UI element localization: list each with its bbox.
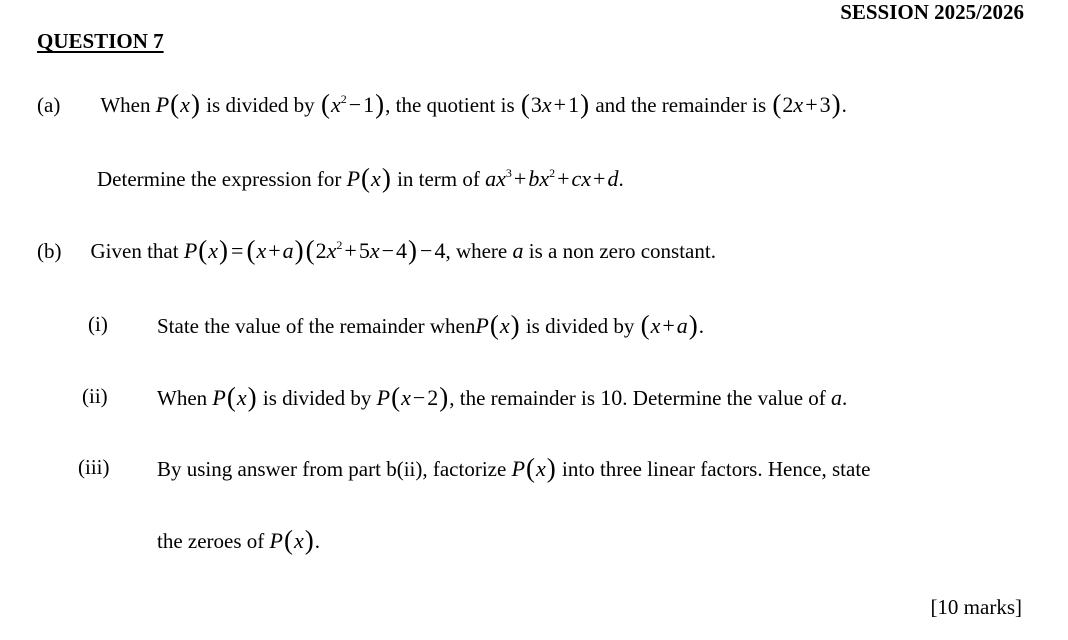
math-p-of-x: P(x) (346, 163, 391, 193)
part-b-ii-text-3: , the remainder is (449, 386, 596, 410)
part-a-line2-text-2: in term of (397, 167, 480, 191)
part-b-i-line (157, 311, 704, 339)
part-a-line-2 (97, 164, 624, 195)
part-a-label: (a) (37, 93, 61, 117)
part-b-i-text-2: is divided by (525, 314, 635, 338)
math-p-of-x: P(x) (475, 310, 520, 340)
part-a-line-1 (37, 90, 847, 121)
part-b-iii-label: (iii) (78, 455, 110, 479)
part-b-iii-text-1: By using answer from part b(ii), factorize (157, 457, 507, 481)
math-divisor: $(x^2-1)$ (320, 89, 385, 119)
part-b-iii-text-4: . (314, 529, 320, 553)
part-b-label: (b) (37, 239, 62, 263)
part-b-iii-line-2 (157, 526, 320, 554)
math-a: a (512, 238, 524, 263)
part-b-i-text-3: . (698, 314, 705, 338)
part-b-ii-text-5: . (842, 386, 848, 410)
math-a: a (831, 385, 843, 410)
part-a-line2-text-3: . (618, 167, 624, 191)
part-a-text-4: and the remainder is (595, 93, 767, 117)
part-b-ii-text-1: When (157, 386, 208, 410)
marks-total: [10 marks] (930, 595, 1022, 619)
part-a-text-1: When (100, 93, 151, 117)
part-b-intro (37, 236, 716, 267)
part-b-i-text-1: State the value of the remainder when (157, 314, 476, 338)
math-remainder: (2x+3) (772, 89, 841, 119)
math-ten: 10 (600, 385, 623, 410)
math-cubic-form: $ax^3+bx^2+cx+d$ (485, 166, 619, 191)
math-p-of-x: P(x) (155, 89, 200, 119)
part-a-text-2: is divided by (206, 93, 315, 117)
part-b-iii-line-1 (157, 454, 870, 482)
part-a-text-3: , the quotient is (385, 93, 515, 117)
session-label: SESSION 2025/2026 (840, 0, 1024, 24)
math-x-plus-a: (x+a) (640, 310, 698, 340)
part-b-ii-text-2: is divided by (262, 386, 372, 410)
part-b-text-1: Given that (90, 239, 179, 263)
part-b-i-label: (i) (88, 312, 108, 336)
math-quotient: (3x+1) (520, 89, 590, 119)
part-b-ii-line (157, 383, 847, 411)
part-b-text-2: , where (445, 239, 508, 263)
math-p-definition: $P(x) = (x+a)(2x^2+5x-4) -4$ (183, 235, 446, 265)
part-b-iii-text-3: the zeroes of (157, 529, 265, 553)
math-p-of-x: P(x) (511, 453, 556, 483)
math-p-of-x: P(x) (269, 525, 314, 555)
part-b-ii-text-4: . Determine the value of (622, 386, 826, 410)
part-b-iii-text-2: into three linear factors. Hence, state (562, 457, 871, 481)
part-a-text-5: . (841, 93, 847, 117)
math-p-of-x: P(x) (212, 382, 257, 412)
part-a-line2-text-1: Determine the expression for (97, 167, 342, 191)
part-b-ii-label: (ii) (82, 384, 108, 408)
question-title: QUESTION 7 (37, 29, 164, 53)
math-p-of-x-minus-2: P(x−2) (376, 382, 449, 412)
part-b-text-3: is a non zero constant. (528, 239, 716, 263)
